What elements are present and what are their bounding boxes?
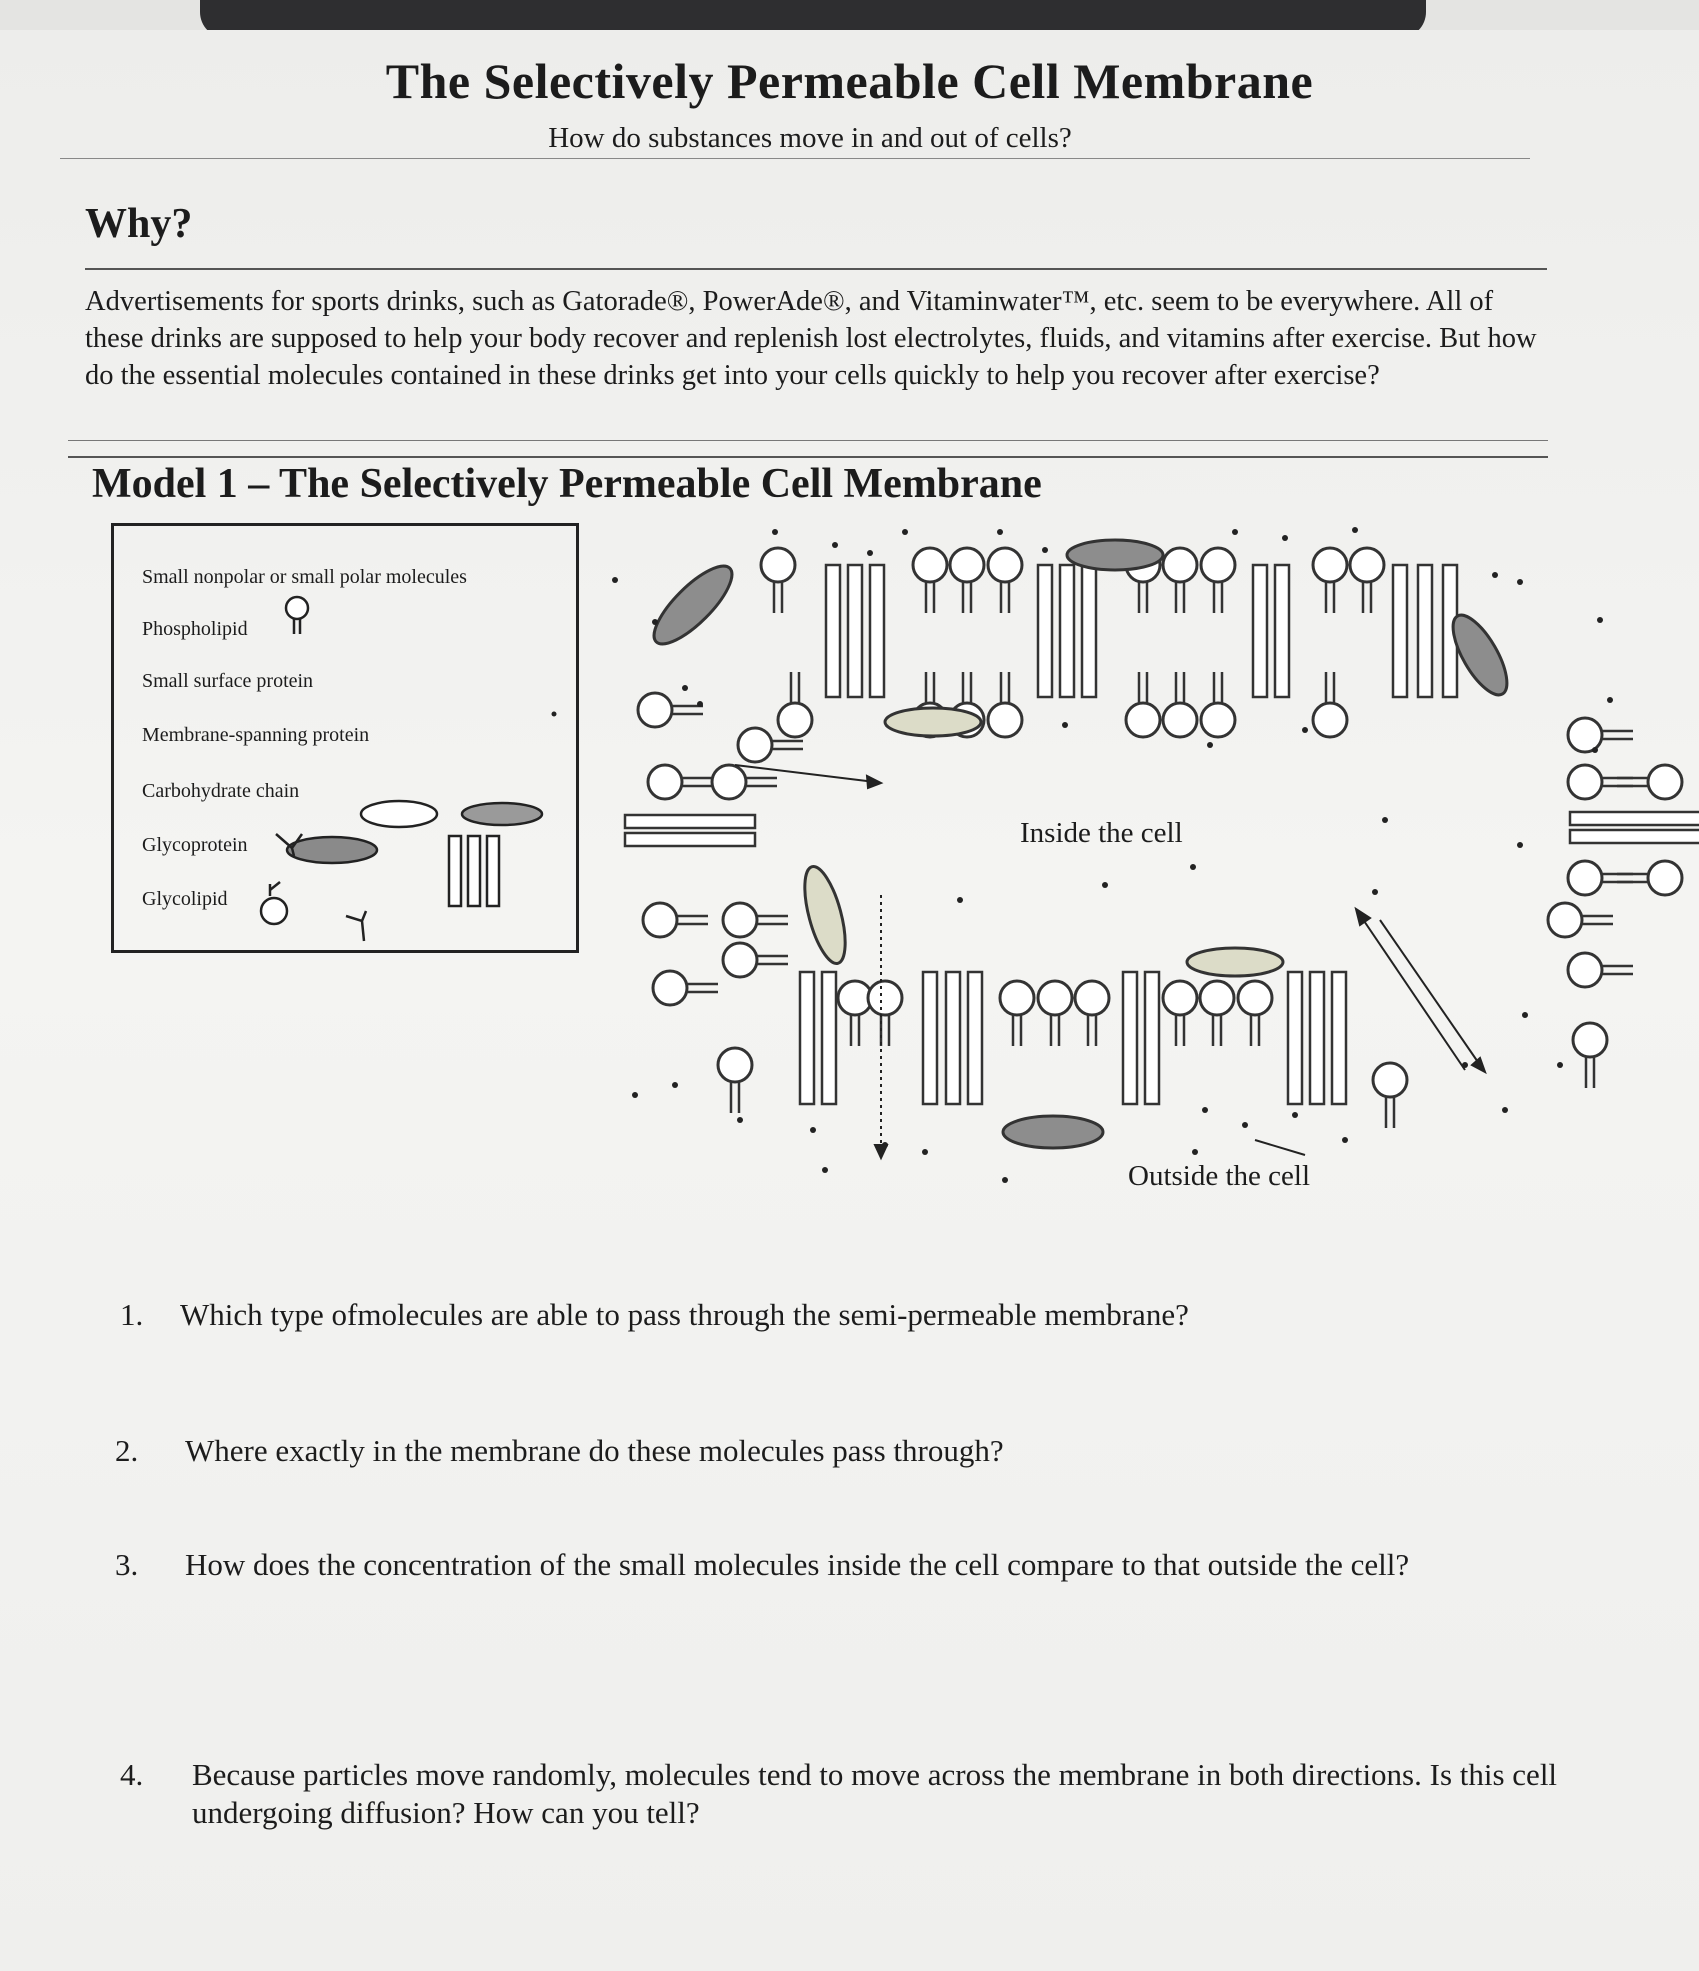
legend-icons (114, 526, 582, 956)
question-2 (115, 1432, 1004, 1470)
question-text: Which type ofmolecules are able to pass through the semi-permeable membrane? (180, 1297, 1189, 1332)
question-number: 4. (120, 1757, 144, 1792)
question-3 (115, 1546, 1615, 1584)
page-title: The Selectively Permeable Cell Membrane (385, 53, 1314, 109)
legend-carbohydrate-chain: Carbohydrate chain (142, 780, 300, 802)
question-text: Because particles move randomly, molecules tend to move across the membrane in both directions. Is this cell undergoing diffusion? How can you tell? (192, 1757, 1558, 1830)
question-number: 3. (115, 1547, 139, 1582)
legend-phospholipid: Phospholipid (142, 618, 248, 640)
membrane-diagram (585, 520, 1699, 1210)
legend-membrane-spanning-protein: Membrane-spanning protein (142, 724, 370, 746)
model-title: Model 1 – The Selectively Permeable Cell Membrane (92, 461, 1042, 507)
question-1 (120, 1296, 1189, 1334)
legend-small-surface-protein: Small surface protein (142, 670, 314, 692)
page-subtitle: How do substances move in and out of cells? (548, 122, 1072, 154)
outside-cell-label: Outside the cell (1128, 1160, 1311, 1192)
legend-box (111, 523, 579, 953)
question-text: How does the concentration of the small molecules inside the cell compare to that outside the cell? (185, 1547, 1410, 1582)
subtitle-divider (60, 158, 1530, 159)
legend-glycolipid: Glycolipid (142, 888, 228, 910)
model-divider-thin (68, 440, 1548, 441)
question-number: 1. (120, 1297, 144, 1332)
question-4 (120, 1756, 1580, 1832)
model-divider (68, 456, 1548, 458)
question-number: 2. (115, 1433, 139, 1468)
why-heading: Why? (85, 201, 193, 247)
why-divider (85, 268, 1547, 270)
question-text: Where exactly in the membrane do these molecules pass through? (185, 1433, 1004, 1468)
legend-glycoprotein: Glycoprotein (142, 834, 248, 856)
bottom-membrane-bilayer (643, 863, 1633, 1210)
inside-cell-label: Inside the cell (1020, 817, 1183, 849)
legend-small-molecules: Small nonpolar or small polar molecules (142, 566, 467, 588)
intro-paragraph: Advertisements for sports drinks, such as Gatorade®, PowerAde®, and Vitaminwater™, etc. seem to be everywhere. All of these drinks are supposed to help your body recover and replenish lost electrolytes, fluids, and vitamins after exercise. But how do the essential molecules contained in these drinks get into your cells quickly to help you recover after exercise? (85, 286, 1537, 391)
